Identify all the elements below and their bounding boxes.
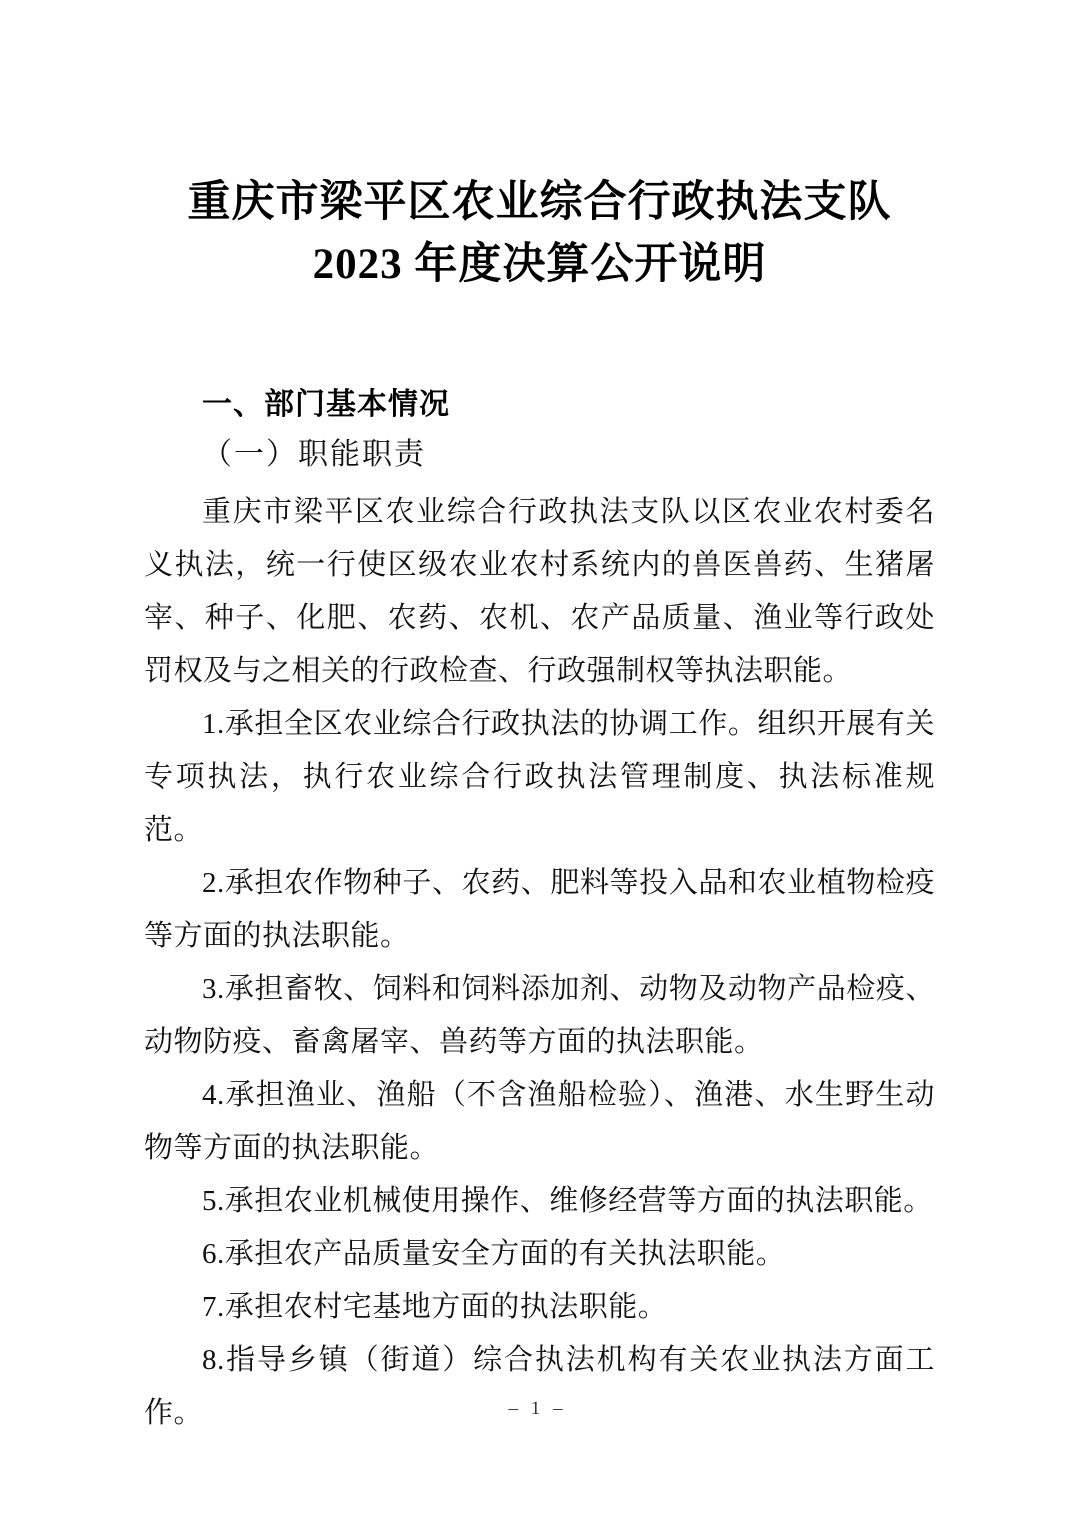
paragraph-item-8: 8.指导乡镇（街道）综合执法机构有关农业执法方面工作。: [144, 1344, 935, 1429]
paragraph-item-4: 4.承担渔业、渔船（不含渔船检验）、渔港、水生野生动物等方面的执法职能。: [144, 1079, 935, 1164]
paragraph-item-6: 6.承担农产品质量安全方面的有关执法职能。: [202, 1238, 786, 1270]
document-content: [144, 0, 935, 1440]
document-title: [144, 0, 935, 296]
document-title-line-1: 重庆市梁平区农业综合行政执法支队: [187, 179, 892, 226]
paragraph-item-3: 3.承担畜牧、饲料和饲料添加剂、动物及动物产品检疫、动物防疫、畜禽屠宰、兽药等方面的执法职能。: [144, 973, 935, 1058]
paragraph-item-7: 7.承担农村宅基地方面的执法职能。: [202, 1291, 668, 1323]
page-number: – 1 –: [508, 1398, 567, 1419]
paragraph-intro: 重庆市梁平区农业综合行政执法支队以区农业农村委名义执法，统一行使区级农业农村系统内的兽医兽药、生猪屠宰、种子、化肥、农药、农机、农产品质量、渔业等行政处罚权及与之相关的行政检查、行政强制权等执法职能。: [144, 496, 935, 687]
body-text-block: [144, 486, 935, 1440]
subsection-heading-duties: （一）职能职责: [202, 438, 426, 471]
section-heading-basic-info: 一、部门基本情况: [202, 388, 450, 421]
paragraph-item-2: 2.承担农作物种子、农药、肥料等投入品和农业植物检疫等方面的执法职能。: [144, 867, 935, 952]
document-title-line-2: 2023 年度决算公开说明: [312, 241, 767, 288]
paragraph-item-5: 5.承担农业机械使用操作、维修经营等方面的执法职能。: [202, 1185, 933, 1217]
paragraph-item-1: 1.承担全区农业综合行政执法的协调工作。组织开展有关专项执法，执行农业综合行政执法管理制度、执法标准规范。: [144, 708, 935, 846]
